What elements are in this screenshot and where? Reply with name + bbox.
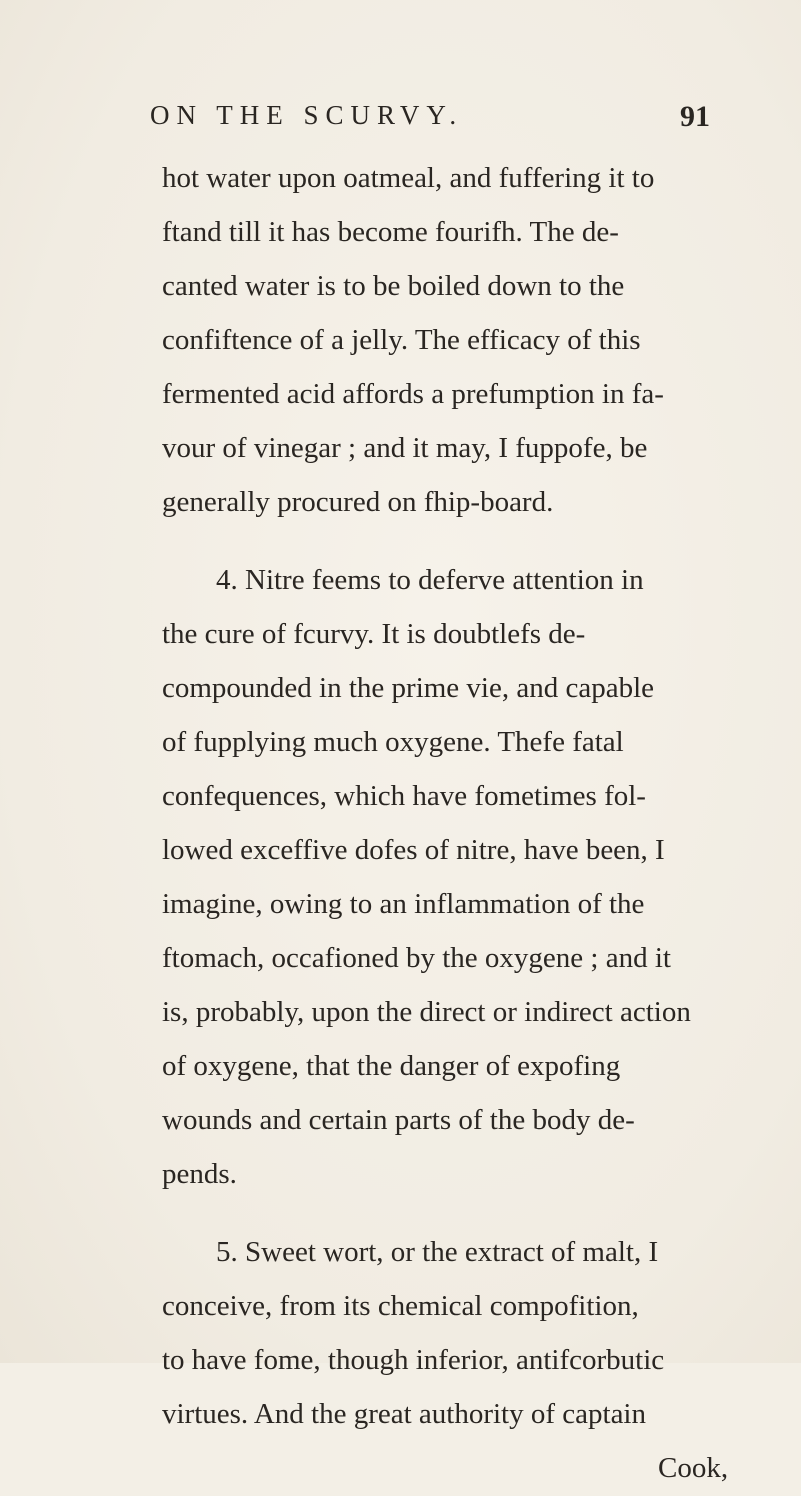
text-line: pends. [162, 1158, 237, 1190]
text-line: generally procured on fhip-board. [162, 486, 554, 518]
text-line: lowed exceffive dofes of nitre, have been, I [162, 834, 665, 866]
running-head: ON THE SCURVY. [150, 100, 464, 130]
text-line: canted water is to be boiled down to the [162, 270, 625, 302]
text-line: vour of vinegar ; and it may, I fuppofe, be [162, 432, 648, 464]
text-line: conceive, from its chemical compofition, [162, 1290, 639, 1322]
page-number: 91 [680, 100, 710, 133]
text-line: ftomach, occafioned by the oxygene ; and it [162, 942, 671, 974]
text-line: of oxygene, that the danger of expofing [162, 1050, 621, 1082]
text-line: fermented acid affords a prefumption in fa- [162, 378, 664, 410]
text-line: to have fome, though inferior, antifcorbutic [162, 1344, 665, 1376]
text-line: the cure of fcurvy. It is doubtlefs de- [162, 618, 586, 650]
text-line: wounds and certain parts of the body de- [162, 1104, 635, 1136]
text-line: 4. Nitre feems to deferve attention in [216, 564, 644, 596]
text-line: of fupplying much oxygene. Thefe fatal [162, 726, 624, 758]
text-line: ftand till it has become fourifh. The de- [162, 216, 619, 248]
text-line: confiftence of a jelly. The efficacy of this [162, 324, 641, 356]
text-line: hot water upon oatmeal, and fuffering it to [162, 162, 655, 194]
catchword: Cook, [658, 1452, 729, 1484]
text-line: imagine, owing to an inflammation of the [162, 888, 645, 920]
text-line: 5. Sweet wort, or the extract of malt, I [216, 1236, 659, 1268]
text-line: compounded in the prime vie, and capable [162, 672, 655, 704]
text-line: confequences, which have fometimes fol- [162, 780, 646, 812]
page-header [150, 100, 710, 142]
text-line: virtues. And the great authority of captain [162, 1398, 646, 1430]
text-line: is, probably, upon the direct or indirect action [162, 996, 691, 1028]
